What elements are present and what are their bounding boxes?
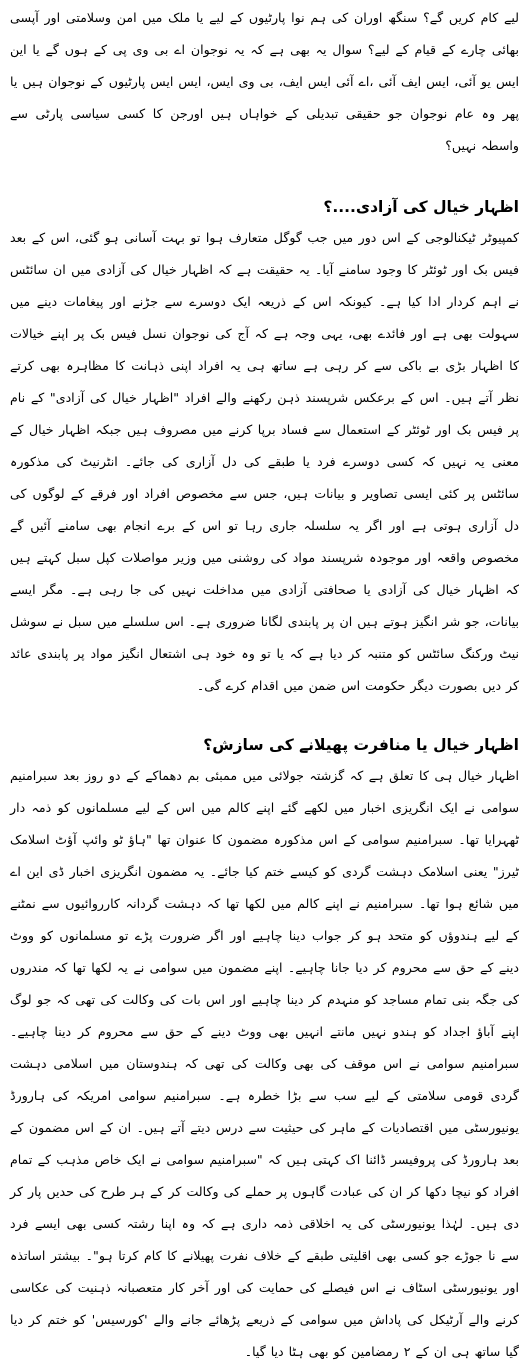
section-paragraph-conspiracy: اظہار خیال ہی کا تعلق ہے کہ گزشتہ جولائی میں ممبئی بم دھماکے کے دو روز بعد سبرامنیم سوامی نے ایک انگریزی اخبار میں لکھے گئے اپنے کالم میں اس کے لیے مسلمانوں کو ذمہ دار ٹھہرایا تھا۔ سبرامنیم سوامی کے اس مذکورہ مضمون کا عنوان تھا "ہاؤ ٹو وائپ آؤٹ اسلامک ٹیرز" یعنی اسلامک دہشت گردی کو کیسے ختم کیا جائے۔ یہ مضمون انگریزی اخبار ڈی این اے میں شائع ہوا تھا۔ سبرامنیم نے اپنے کالم میں لکھا تھا کہ دہشت گردانہ کارروائیوں سے نمٹنے کے لیے ہندوؤں کو متحد ہو کر جواب دینا چاہیے اور اگر ضرورت پڑے تو مسلمانوں کو ووٹ دینے کے حق سے محروم کر دیا جانا چاہیے۔ اپنے مضمون میں سوامی نے یہ لکھا تھا کہ مندروں کی جگہ بنی تمام مساجد کو منہدم کر دینا چاہیے اور اس بات کی وکالت کی تھی کہ جو لوگ اپنے آباؤ اجداد کو ہندو نہیں مانتے انہیں بھی ووٹ دینے کے حق سے محروم کر دینا چاہیے۔ سبرامنیم سوامی نے اس موقف کی بھی وکالت کی تھی کہ ہندوستان میں اسلامی دہشت گردی قومی سلامتی کے لیے سب سے بڑا خطرہ ہے۔ سبرامنیم سوامی امریکہ کی ہارورڈ یونیورسٹی میں اقتصادیات کے ماہر کی حیثیت سے درس دیتے آتے ہیں۔ ان کے اس مضمون کے بعد ہارورڈ کی پروفیسر ڈائنا اک کہتی ہیں کہ "سبرامنیم سوامی نے ایک خاص مذہب کے تمام افراد کو نیچا دکھا کر ان کی عبادت گاہوں پر حملے کی وکالت کر کے ہر طرح کی حدیں پار کر دی ہیں۔ لہٰذا یونیورسٹی کی یہ اخلاقی ذمہ داری ہے کہ وہ اپنا رشتہ کسی بھی ایسے فرد سے نا جوڑے جو کسی بھی اقلیتی طبقے کے خلاف نفرت پھیلانے کا کام کرتا ہو"۔ بیشتر اساتذہ اور یونیورسٹی اسٹاف نے اس فیصلے کی حمایت کی اور آخر کار متعصبانہ ذہنیت کی عکاسی کرنے والے آرٹیکل کی پاداش میں سوامی کے ذریعے پڑھائے جانے والے 'کورسیس' کو ختم کر دیا گیا ساتھ ہی ان کے ۲ رمضامین کو بھی ہٹا دیا گیا۔ (10, 768, 519, 1359)
section-conspiracy (10, 730, 519, 1368)
section-freedom-of-expression (10, 192, 519, 702)
section-spacer (10, 702, 519, 730)
section-heading-conspiracy: اظہار خیال یا منافرت پھیلانے کی سازش؟ (203, 736, 519, 754)
section-spacer (10, 162, 519, 192)
section-paragraph-freedom: کمپیوٹر ٹیکنالوجی کے اس دور میں جب گوگل متعارف ہوا تو بہت آسانی ہو گئی، اس کے بعد فیس بک اور ٹوئٹر کا وجود سامنے آیا۔ یہ حقیقت ہے کہ اظہار خیال کی آزادی میں ان سائٹس نے اہم کردار ادا کیا ہے۔ کیونکہ اس کے ذریعہ ایک دوسرے سے جڑنے اور پیغامات دینے میں سہولت بھی ہے اور فائدے بھی، یہی وجہ ہے کہ آج کی نوجوان نسل فیس بک پر اپنے خیالات کا اظہار بڑی بے باکی سے کر رہی ہے ساتھ ہی یہ افراد اپنی ذہانت کا مظاہرہ بھی کرتے نظر آتے ہیں۔ اس کے برعکس شرپسند ذہن رکھنے والے افراد "اظہار خیال کی آزادی" کے نام پر فیس بک اور ٹوئٹر کے استعمال سے فساد برپا کرنے میں مصروف ہیں جبکہ اظہار خیال کے معنی یہ نہیں کہ کسی دوسرے فرد یا طبقے کی دل آزاری کی جائے۔ انٹرنیٹ کی مذکورہ سائٹس پر کئی ایسی تصاویر و بیانات ہیں، جس سے مخصوص افراد اور فرقے کے لوگوں کی دل آزاری ہوتی ہے اور اگر یہ سلسلہ جاری رہا تو اس کے برے انجام بھی سامنے آئیں گے مخصوص واقعہ اور موجودہ شرپسند مواد کی روشنی میں وزیر مواصلات کپل سبل کہتے ہیں کہ اظہار خیال کی آزادی یا صحافتی آزادی میں مداخلت نہیں کی جا رہی ہے۔ مگر ایسے بیانات، جو شر انگیز ہوتے ہیں ان پر پابندی لگانا ضروری ہے۔ اس سلسلے میں سبل نے سوشل نیٹ ورکنگ سائٹس کو متنبہ کر دیا ہے کہ یا تو وہ خود ہی اشتعال انگیز مواد پر پابندی عائد کر دیں بصورت دیگر حکومت اس ضمن میں اقدام کرے گی۔ (10, 230, 519, 693)
section-heading-freedom: اظہار خیال کی آزادی....؟ (323, 198, 519, 216)
intro-paragraph: لیے کام کریں گے؟ سنگھ اوران کی ہم نوا پارٹیوں کے لیے یا ملک میں امن وسلامتی اور آپسی بھائی چارے کے قیام کے لیے؟ سوال یہ بھی ہے کہ یہ نوجوان اے بی وی پی کے ہوں گے یا این ایس یو آئی، ایس ایف آئی ،اے آئی ایس ایف، بی وی ایس، ایس ایس پارٹیوں کے نوجوان ہیں یا پھر وہ عام نوجوان جو حقیقی تبدیلی کے خواہاں ہیں اورجن کا کسی سیاسی پارٹی سے واسطہ نہیں؟ (10, 10, 519, 153)
